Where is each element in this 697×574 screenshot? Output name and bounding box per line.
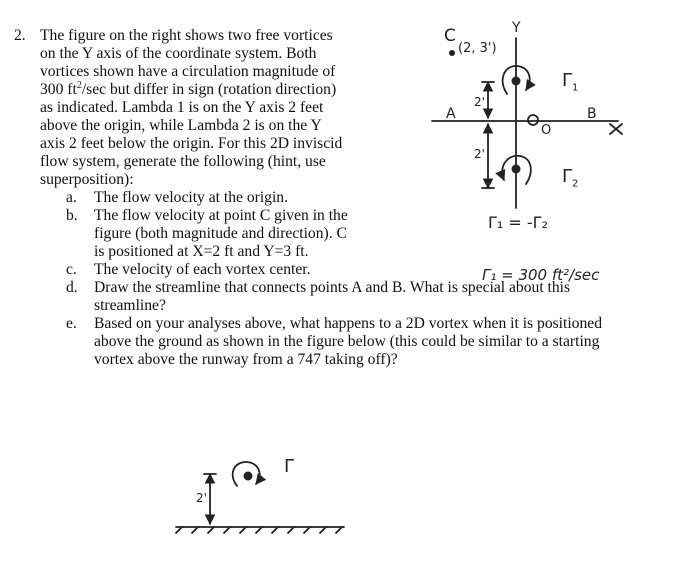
upper-vortex-dot xyxy=(512,77,521,86)
point-c-coords: (2, 3') xyxy=(458,41,497,56)
part-e-label: e. xyxy=(66,315,77,332)
part-d-text-1: Draw the streamline that connects points A and B. What is special about this xyxy=(94,279,571,296)
point-a-label: A xyxy=(446,106,456,122)
intro-line-4b: /sec but differ in sign (rotation direction) xyxy=(81,81,337,98)
origin-label: O xyxy=(541,123,552,138)
intro-line-6: above the origin, while Lambda 2 is on the Y xyxy=(40,117,322,134)
upper-distance-label: 2' xyxy=(474,95,485,109)
gamma1-label: $\Gamma_1$ xyxy=(562,70,579,94)
point-b-label: B xyxy=(587,106,597,122)
part-a-label: a. xyxy=(66,189,77,206)
ground-distance-label: 2' xyxy=(196,491,207,505)
part-e-text-3: vortex above the runway from a 747 taking off)? xyxy=(94,351,398,368)
point-c-dot xyxy=(449,50,455,56)
point-c-label: C xyxy=(444,26,456,46)
part-b-text-1: The flow velocity at point C given in the xyxy=(94,207,348,224)
gamma2-label: $\Gamma_2$ xyxy=(562,166,579,190)
intro-line-9: superposition): xyxy=(40,171,134,188)
part-c-text: The velocity of each vortex center. xyxy=(94,261,311,278)
ground-gamma-label: Γ xyxy=(284,456,295,477)
y-axis-label: Y xyxy=(512,20,521,36)
intro-line-1: The figure on the right shows two free vortices xyxy=(40,27,333,44)
part-b-label: b. xyxy=(66,207,78,224)
superscript-2: 2 xyxy=(76,79,82,91)
intro-line-3: vortices shown have a circulation magnitude of xyxy=(40,63,336,80)
part-a-text: The flow velocity at the origin. xyxy=(94,189,289,206)
part-b-text-2: figure (both magnitude and direction). C xyxy=(94,225,347,242)
part-e-text-1: Based on your analyses above, what happens to a 2D vortex when it is positioned xyxy=(94,315,602,332)
intro-line-2: on the Y axis of the coordinate system. Both xyxy=(40,45,317,62)
intro-line-5: as indicated. Lambda 1 is on the Y axis 2 feet xyxy=(40,99,324,116)
ground-vortex-dot xyxy=(244,472,253,481)
problem-number: 2. xyxy=(14,27,26,44)
gamma-relation: Γ₁ = -Γ₂ xyxy=(488,213,549,232)
part-e-text-2: above the ground as shown in the figure below (this could be similar to a starting xyxy=(94,333,600,350)
origin-marker xyxy=(528,115,538,125)
part-d-text-2: streamline? xyxy=(94,297,166,314)
intro-line-7: axis 2 feet below the origin. For this 2D inviscid xyxy=(40,135,343,152)
intro-line-4a: 300 ft xyxy=(40,81,77,98)
part-c-label: c. xyxy=(66,261,77,278)
gamma-magnitude: Γ₁ = 300 ft²/sec xyxy=(482,266,600,284)
part-b-text-3: is positioned at X=2 ft and Y=3 ft. xyxy=(94,243,309,260)
part-d-label: d. xyxy=(66,279,78,296)
lower-distance-label: 2' xyxy=(474,147,485,161)
ground-hatching xyxy=(176,527,342,533)
intro-line-8: flow system, generate the following (hint, use xyxy=(40,153,326,170)
lower-vortex-dot xyxy=(512,165,521,174)
